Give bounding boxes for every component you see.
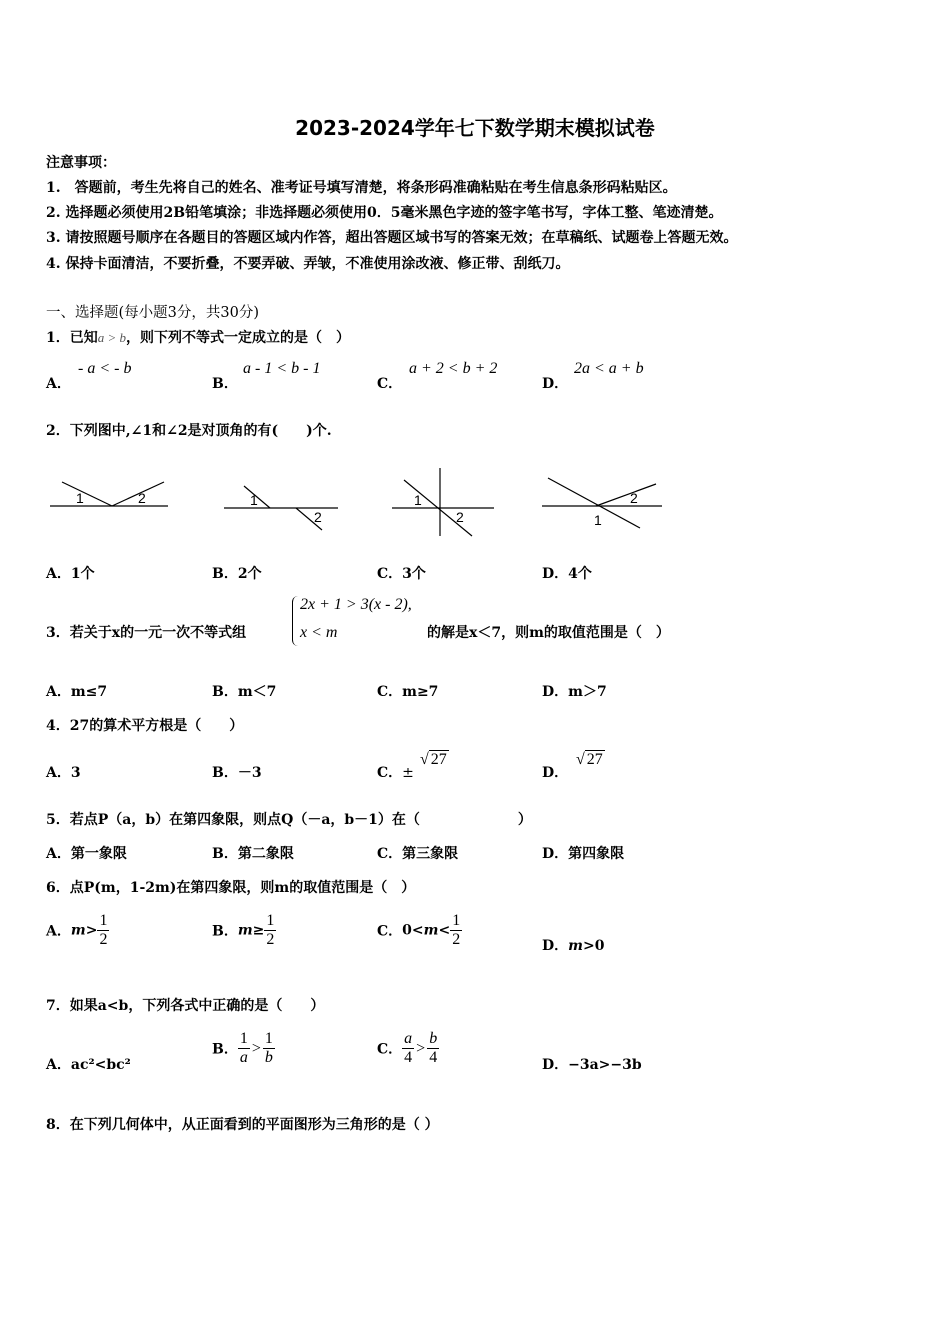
plus-minus: ± xyxy=(402,765,414,781)
relation: > xyxy=(416,1039,426,1057)
q4-option-d-sqrt: √ 27 xyxy=(576,751,603,768)
q5-option-b[interactable]: B．第二象限 xyxy=(212,846,294,862)
variable-m: m xyxy=(237,922,253,939)
angle-label-2: 2 xyxy=(138,490,146,506)
option-label: C． xyxy=(377,1041,403,1058)
q4-option-d[interactable] xyxy=(542,762,568,782)
option-label: C． xyxy=(377,765,403,781)
fraction-one-half: $\frac{1}{2}$ xyxy=(452,912,461,948)
q4-option-a[interactable]: A．3 xyxy=(46,765,81,781)
relation: >0 xyxy=(582,938,605,954)
question-8: 8．在下列几何体中，从正面看到的平面图形为三角形的是（ ） xyxy=(46,1117,439,1133)
q6-option-d[interactable] xyxy=(542,935,604,955)
option-label: C． xyxy=(377,376,403,392)
notice-heading: 注意事项： xyxy=(46,155,116,171)
notice-item: 1. 答题前，考生先将自己的姓名、准考证号填写清楚，将条形码准确粘贴在考生信息条形码粘贴区。 xyxy=(46,180,677,196)
fraction-one-half: $\frac{1}{2}$ xyxy=(266,912,275,948)
fraction-one-over-a: $\frac{1}{a}$ xyxy=(239,1030,248,1066)
q1-option-d[interactable] xyxy=(542,373,568,393)
variable-m: m xyxy=(423,922,439,939)
q3-inequality-1: 2x + 1 > 3(x - 2), xyxy=(300,596,412,613)
figure-line xyxy=(62,482,112,506)
option-label: A． xyxy=(46,923,71,940)
q2-figure-1 xyxy=(46,470,172,520)
fraction-b-over-4: $\frac{b}{4}$ xyxy=(429,1030,438,1066)
q7-option-a-expr: ac²<bc² xyxy=(70,1057,131,1073)
q7-option-b[interactable] xyxy=(212,1030,275,1067)
option-label: C． xyxy=(377,923,403,940)
q4-option-c-sqrt: √ 27 xyxy=(420,751,447,768)
q6-option-a[interactable] xyxy=(46,912,109,949)
q3-option-d[interactable]: D．m＞7 xyxy=(542,684,607,700)
q2-option-b[interactable]: B．2个 xyxy=(212,566,262,582)
relation: < xyxy=(438,922,451,939)
radicand: 27 xyxy=(586,751,603,768)
option-label: D． xyxy=(542,376,569,392)
q3-stem-start: 3．若关于x的一元一次不等式组 xyxy=(46,625,247,641)
q5-option-c[interactable]: C．第三象限 xyxy=(377,846,459,862)
q1-option-a-expr: - a < - b xyxy=(78,360,132,377)
question-5: 5．若点P（a，b）在第四象限，则点Q（－a，b－1）在（ ） xyxy=(46,812,532,828)
angle-label-1: 1 xyxy=(76,490,84,506)
q6-option-c[interactable] xyxy=(377,912,462,949)
q2-option-a[interactable]: A．1个 xyxy=(46,566,95,582)
radicand: 27 xyxy=(430,751,447,768)
q3-option-a[interactable]: A．m≤7 xyxy=(46,684,108,700)
question-1 xyxy=(46,327,350,347)
fraction-a-over-4: $\frac{a}{4}$ xyxy=(404,1030,413,1066)
option-label: A． xyxy=(46,1057,71,1073)
q3-option-c[interactable]: C．m≥7 xyxy=(377,684,439,700)
q1-condition: a > b xyxy=(97,330,127,345)
lower-bound: 0< xyxy=(402,922,424,939)
option-label: D． xyxy=(542,765,569,781)
q1-option-c-expr: a + 2 < b + 2 xyxy=(409,360,498,377)
q5-option-d[interactable]: D．第四象限 xyxy=(542,846,625,862)
figure-line xyxy=(596,484,656,506)
q1-option-b-expr: a - 1 < b - 1 xyxy=(243,360,321,377)
notice-item: 2. 选择题必须使用2B铅笔填涂；非选择题必须使用0．5毫米黑色字迹的签字笔书写，字体工整、笔迹清楚。 xyxy=(46,205,723,221)
q4-option-b[interactable]: B．－3 xyxy=(212,765,262,781)
brace-icon xyxy=(292,596,299,646)
angle-label-1: 1 xyxy=(414,492,422,508)
option-label: D． xyxy=(542,938,569,954)
q2-option-c[interactable]: C．3个 xyxy=(377,566,426,582)
q7-option-d-expr: −3a>−3b xyxy=(568,1057,642,1073)
option-label: D． xyxy=(542,1057,569,1073)
question-4: 4．27的算术平方根是（ ） xyxy=(46,718,244,734)
relation: > xyxy=(85,922,98,939)
q3-option-b[interactable]: B．m＜7 xyxy=(212,684,277,700)
relation: ≥ xyxy=(252,922,265,939)
q2-option-d[interactable]: D．4个 xyxy=(542,566,592,582)
angle-label-1: 1 xyxy=(594,512,602,528)
q1-stem-end: ，则下列不等式一定成立的是（ ） xyxy=(126,330,351,346)
option-label: B． xyxy=(212,1041,238,1058)
q7-option-d[interactable] xyxy=(542,1054,642,1074)
angle-label-2: 2 xyxy=(630,490,638,506)
q3-inequality-2: x < m xyxy=(300,624,338,641)
angle-label-2: 2 xyxy=(314,509,322,525)
angle-label-2: 2 xyxy=(456,509,464,525)
option-label: B． xyxy=(212,923,238,940)
fraction-one-half: $\frac{1}{2}$ xyxy=(99,912,108,948)
q1-option-b[interactable] xyxy=(212,373,238,393)
q2-figure-3 xyxy=(390,466,496,538)
variable-m: m xyxy=(568,938,583,954)
q1-option-c[interactable] xyxy=(377,373,402,393)
question-6: 6．点P(m，1-2m)在第四象限，则m的取值范围是（ ） xyxy=(46,880,416,896)
question-7: 7．如果a<b，下列各式中正确的是（ ） xyxy=(46,998,325,1014)
q6-option-b[interactable] xyxy=(212,912,276,949)
q3-stem-end: 的解是x＜7，则m的取值范围是（ ） xyxy=(427,625,670,641)
option-label: A． xyxy=(46,376,71,392)
q7-option-a[interactable] xyxy=(46,1054,131,1074)
q1-option-a[interactable] xyxy=(46,373,71,393)
q4-option-c[interactable] xyxy=(377,762,414,782)
q2-figure-4 xyxy=(538,470,664,530)
q1-stem-start: 1．已知 xyxy=(46,330,98,346)
q7-option-c[interactable] xyxy=(377,1030,439,1067)
relation: > xyxy=(251,1039,261,1057)
q1-option-d-expr: 2a < a + b xyxy=(574,360,644,377)
q5-option-a[interactable]: A．第一象限 xyxy=(46,846,127,862)
page-title: 2023-2024学年七下数学期末模拟试卷 xyxy=(295,116,655,140)
fraction-one-over-b: $\frac{1}{b}$ xyxy=(264,1030,273,1066)
section-heading: 一、选择题(每小题3分，共30分) xyxy=(46,305,259,321)
option-label: B． xyxy=(212,376,238,392)
question-2: 2．下列图中,∠1和∠2是对顶角的有( )个. xyxy=(46,423,332,439)
notice-item: 3. 请按照题号顺序在各题目的答题区域内作答，超出答题区域书写的答案无效；在草稿纸、试题卷上答题无效。 xyxy=(46,230,738,246)
q2-figure-2 xyxy=(220,478,342,534)
variable-m: m xyxy=(70,922,86,939)
angle-label-1: 1 xyxy=(250,492,258,508)
notice-item: 4. 保持卡面清洁，不要折叠，不要弄破、弄皱，不准使用涂改液、修正带、刮纸刀。 xyxy=(46,256,570,272)
